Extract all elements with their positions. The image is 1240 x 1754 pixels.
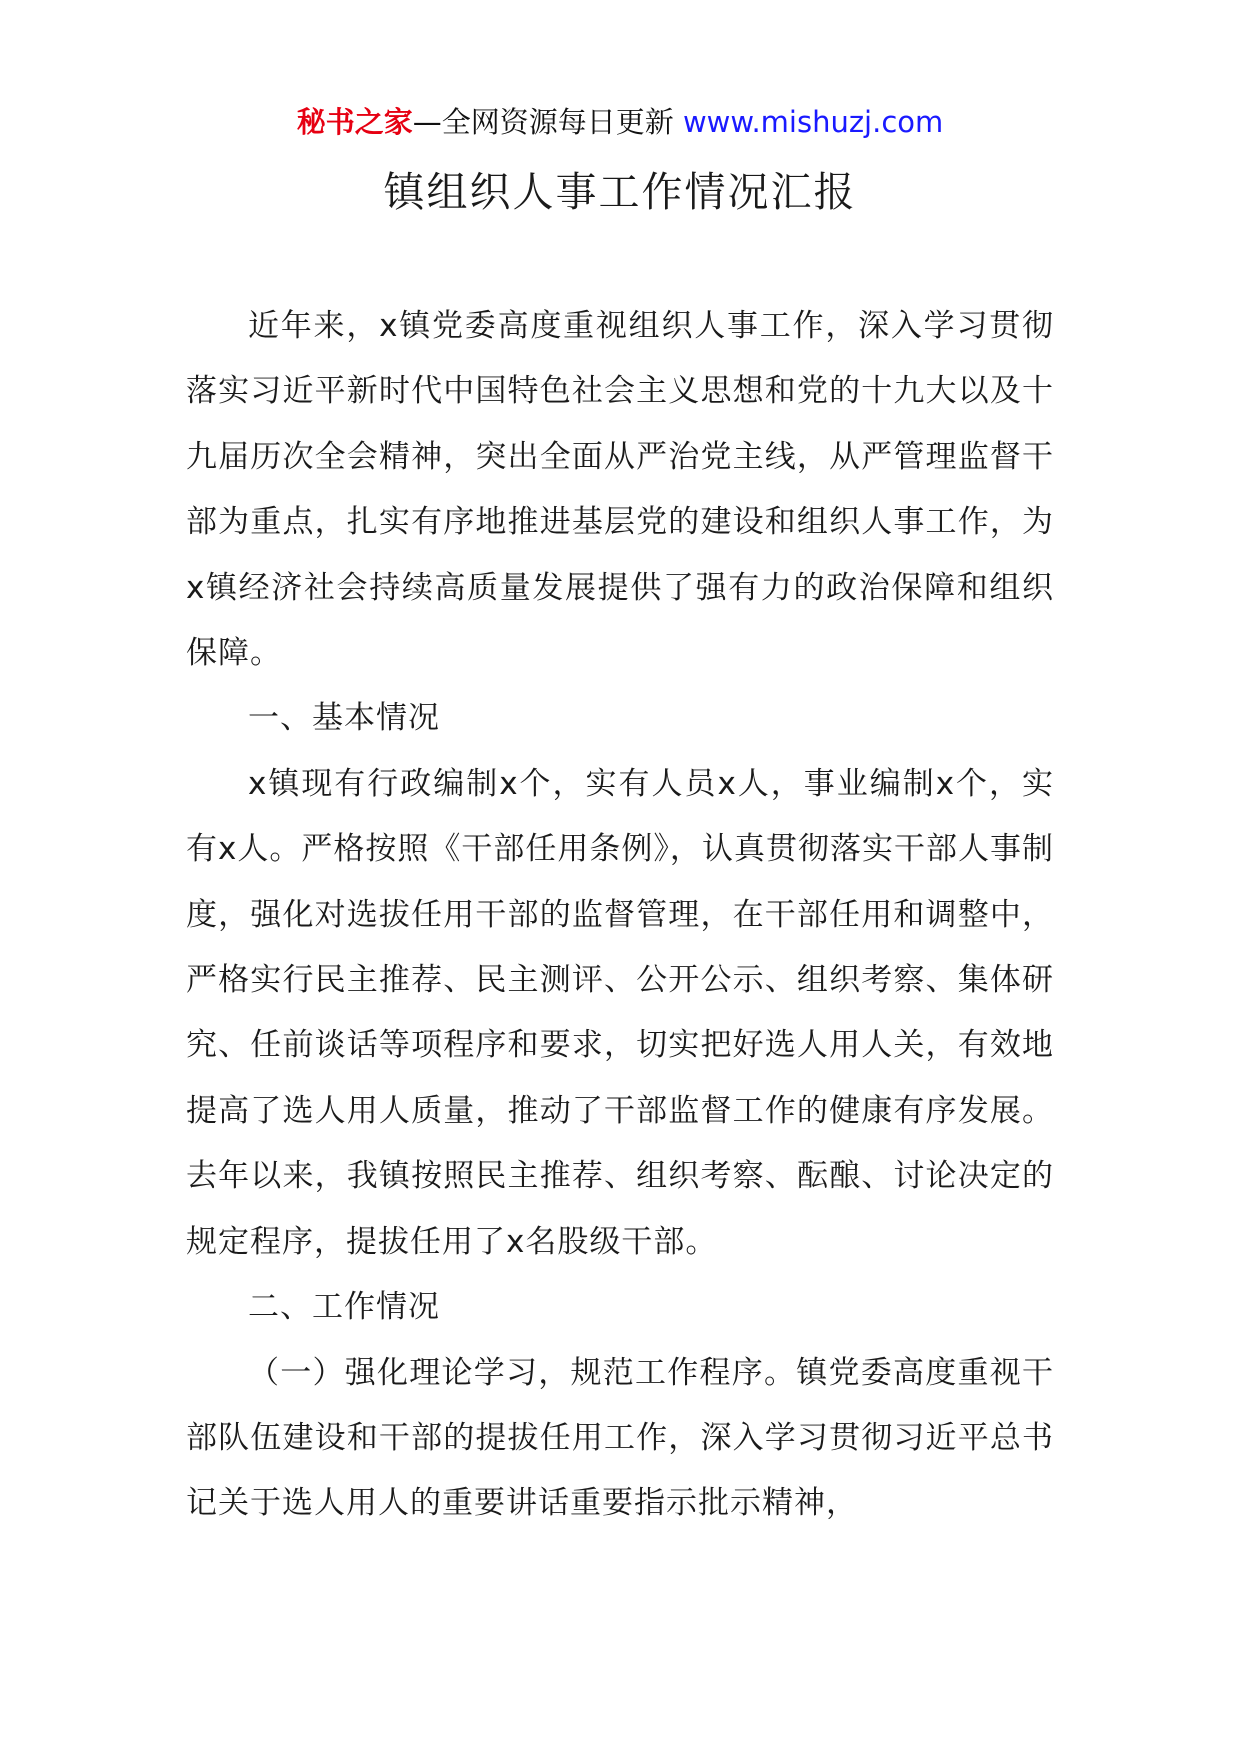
basic-situation-paragraph: x镇现有行政编制x个，实有人员x人，事业编制x个，实有x人。严格按照《干部任用条例》，认真贯彻落实干部人事制度，强化对选拔任用干部的监督管理，在干部任用和调整中，严格实行民主推荐、民主测评、公开公示、组织考察、集体研究、任前谈话等项程序和要求，切实把好选人用人关，有效地提高了选人用人质量，推动了干部监督工作的健康有序发展。去年以来，我镇按照民主推荐、组织考察、酝酿、讨论决定的规定程序，提拔任用了x名股级干部。 [186, 765, 1054, 1260]
document-title: 镇组织人事工作情况汇报 [383, 168, 857, 216]
work-item-1-paragraph: （一）强化理论学习，规范工作程序。镇党委高度重视干部队伍建设和干部的提拔任用工作，深入学习贯彻习近平总书记关于选人用人的重要讲话重要指示批示精神， [186, 1354, 1054, 1522]
site-url-link[interactable]: www.mishuzj.com [682, 105, 944, 139]
header-tagline: —全网资源每日更新 [412, 105, 674, 139]
site-header [0, 102, 1240, 142]
brand-name: 秘书之家 [296, 105, 413, 139]
section-heading-work: 二、工作情况 [248, 1289, 440, 1326]
document-body [186, 294, 1054, 1537]
section-heading-basic: 一、基本情况 [248, 700, 440, 737]
intro-paragraph: 近年来，x镇党委高度重视组织人事工作，深入学习贯彻落实习近平新时代中国特色社会主义思想和党的十九大以及十九届历次全会精神，突出全面从严治党主线，从严管理监督干部为重点，扎实有序地推进基层党的建设和组织人事工作，为x镇经济社会持续高质量发展提供了强有力的政治保障和组织保障。 [186, 308, 1054, 672]
